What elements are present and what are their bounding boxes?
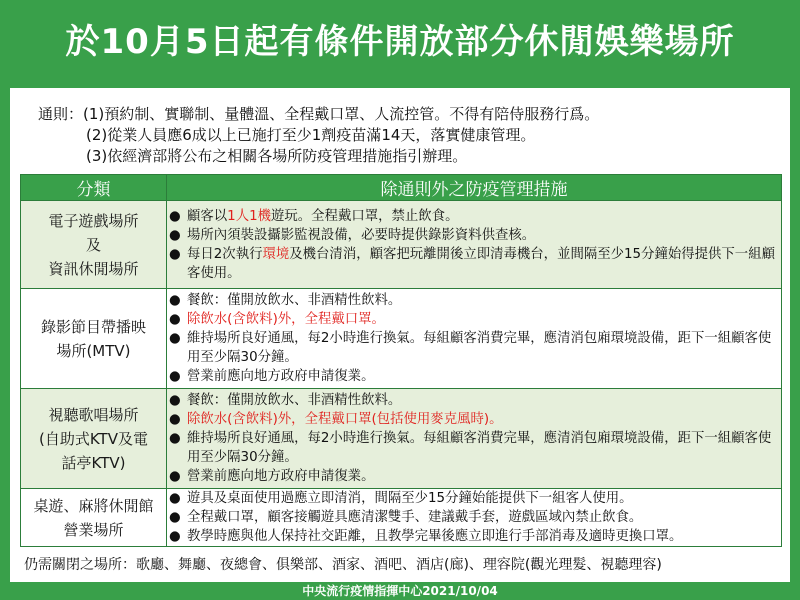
bullet-icon: ● bbox=[169, 510, 181, 525]
measure-text: 維持場所良好通風，每2小時進行換氣。每組顧客消費完畢，應清消包廂環境設備， bbox=[187, 431, 678, 446]
general-rule-3: (3)依經濟部將公布之相關各場所防疫管理措施指引辦理。 bbox=[86, 147, 468, 165]
measures-list bbox=[167, 391, 781, 486]
list-item bbox=[167, 310, 781, 329]
header-category: 分類 bbox=[21, 175, 167, 201]
bullet-icon: ● bbox=[169, 491, 181, 506]
category-line: 話亭KTV) bbox=[61, 453, 126, 472]
general-rules-label: 通則： bbox=[38, 105, 84, 123]
measure-text: 距下一組顧客使用至少隔30分鐘。 bbox=[187, 431, 772, 465]
category-cell bbox=[21, 201, 167, 289]
table-row bbox=[21, 389, 782, 489]
list-item bbox=[167, 429, 781, 467]
bullet-icon: ● bbox=[169, 469, 181, 484]
list-item bbox=[167, 467, 781, 486]
measures-cell bbox=[167, 489, 782, 547]
measure-text: 遊玩。全程戴口罩，禁止飲食。 bbox=[271, 208, 459, 224]
measure-text: 全程戴口罩，顧客接觸遊具應清潔雙手、建議戴手套，遊戲區域內禁止飲食。 bbox=[187, 510, 643, 525]
measure-text: 教學時應與他人保持社交距離，且教學完畢後應立即進行手部消毒及適時更換口罩。 bbox=[187, 529, 683, 544]
measure-text: 餐飲：僅開放飲水、非酒精性飲料。 bbox=[187, 393, 402, 408]
list-item bbox=[167, 367, 781, 386]
measure-text: 餐飲：僅開放飲水、非酒精性飲料。 bbox=[187, 293, 402, 308]
category-line: 及 bbox=[85, 235, 101, 254]
highlight-text: 除飲水(含飲料)外，全程戴口罩(包括使用麥克風時)。 bbox=[187, 412, 503, 427]
closed-venues-note: 仍需關閉之場所：歌廳、舞廳、夜總會、俱樂部、酒家、酒吧、酒店(廊)、理容院(觀光理髮、視聽理容) bbox=[24, 557, 662, 573]
measures-list bbox=[167, 207, 781, 283]
list-item bbox=[167, 410, 781, 429]
highlight-text: 環境 bbox=[262, 246, 290, 262]
measure-text: 距下一組顧客使用至少隔30分鐘。 bbox=[187, 331, 772, 365]
category-cell bbox=[21, 489, 167, 547]
measure-text: 場所內須裝設攝影監視設備，必要時提供錄影資料供查核。 bbox=[187, 227, 536, 243]
table-row bbox=[21, 489, 782, 547]
highlight-text: 1人1機 bbox=[227, 208, 271, 224]
bullet-icon: ● bbox=[169, 227, 181, 243]
measures-cell bbox=[167, 289, 782, 389]
measure-text: 遊具及桌面使用過應立即清消，間隔至少15分鐘始能提供下一組客人使用。 bbox=[187, 491, 633, 506]
measure-text: 營業前應向地方政府申請復業。 bbox=[187, 369, 375, 384]
bullet-icon: ● bbox=[169, 529, 181, 544]
category-cell bbox=[21, 289, 167, 389]
bullet-icon: ● bbox=[169, 312, 181, 327]
list-item bbox=[167, 508, 781, 527]
list-item bbox=[167, 527, 781, 546]
category-line: 視聽歌唱場所 bbox=[48, 405, 139, 424]
measures-cell bbox=[167, 201, 782, 289]
list-item bbox=[167, 329, 781, 367]
category-line: 資訊休閒場所 bbox=[48, 259, 139, 278]
highlight-text: 除飲水(含飲料)外，全程戴口罩。 bbox=[187, 312, 385, 327]
bullet-icon: ● bbox=[169, 331, 181, 346]
general-rules bbox=[38, 104, 599, 167]
bullet-icon: ● bbox=[169, 393, 181, 408]
bullet-icon: ● bbox=[169, 246, 181, 262]
bullet-icon: ● bbox=[169, 369, 181, 384]
table-row bbox=[21, 201, 782, 289]
header-measures: 除通則外之防疫管理措施 bbox=[167, 175, 782, 201]
list-item bbox=[167, 245, 781, 283]
category-line: (自助式KTV及電 bbox=[39, 429, 148, 448]
footer-source: 中央流行疫情指揮中心2021/10/04 bbox=[302, 584, 498, 598]
category-cell bbox=[21, 389, 167, 489]
measures-list bbox=[167, 291, 781, 386]
category-line: 桌遊、麻將休閒館 bbox=[33, 496, 154, 515]
general-rule-2: (2)從業人員應6成以上已施打至少1劑疫苗滿14天，落實健康管理。 bbox=[86, 126, 536, 144]
measure-text: 營業前應向地方政府申請復業。 bbox=[187, 469, 375, 484]
bullet-icon: ● bbox=[169, 293, 181, 308]
category-line: 營業場所 bbox=[63, 520, 124, 539]
general-rule-1: 通則：(1)預約制、實聯制、量體溫、全程戴口罩、人流控管。不得有陪侍服務行爲。 bbox=[38, 105, 600, 123]
category-line: 場所(MTV) bbox=[56, 341, 131, 360]
measure-text: 顧客以 bbox=[187, 208, 228, 224]
list-item bbox=[167, 291, 781, 310]
measures-list bbox=[167, 489, 781, 546]
measure-text: 始得提供下一組顧客使用。 bbox=[187, 246, 775, 281]
list-item bbox=[167, 391, 781, 410]
category-line: 錄影節目帶播映 bbox=[40, 317, 146, 336]
measure-text: 每日2次執行 bbox=[187, 246, 263, 262]
measure-text: 維持場所良好通風，每2小時進行換氣。每組顧客消費完畢，應清消包廂環境設備， bbox=[187, 331, 678, 346]
page-title: 於10月5日起有條件開放部分休閒娛樂場所 bbox=[65, 22, 735, 62]
list-item bbox=[167, 489, 781, 508]
bullet-icon: ● bbox=[169, 431, 181, 446]
list-item bbox=[167, 226, 781, 245]
list-item bbox=[167, 207, 781, 226]
table-row bbox=[21, 289, 782, 389]
bullet-icon: ● bbox=[169, 208, 181, 224]
measure-text: 及機台清消，顧客把玩離開後立即清毒機台，並間隔至少15分鐘 bbox=[289, 246, 668, 262]
measures-cell bbox=[167, 389, 782, 489]
measures-table bbox=[20, 174, 782, 547]
category-line: 電子遊戲場所 bbox=[48, 211, 139, 230]
bullet-icon: ● bbox=[169, 412, 181, 427]
